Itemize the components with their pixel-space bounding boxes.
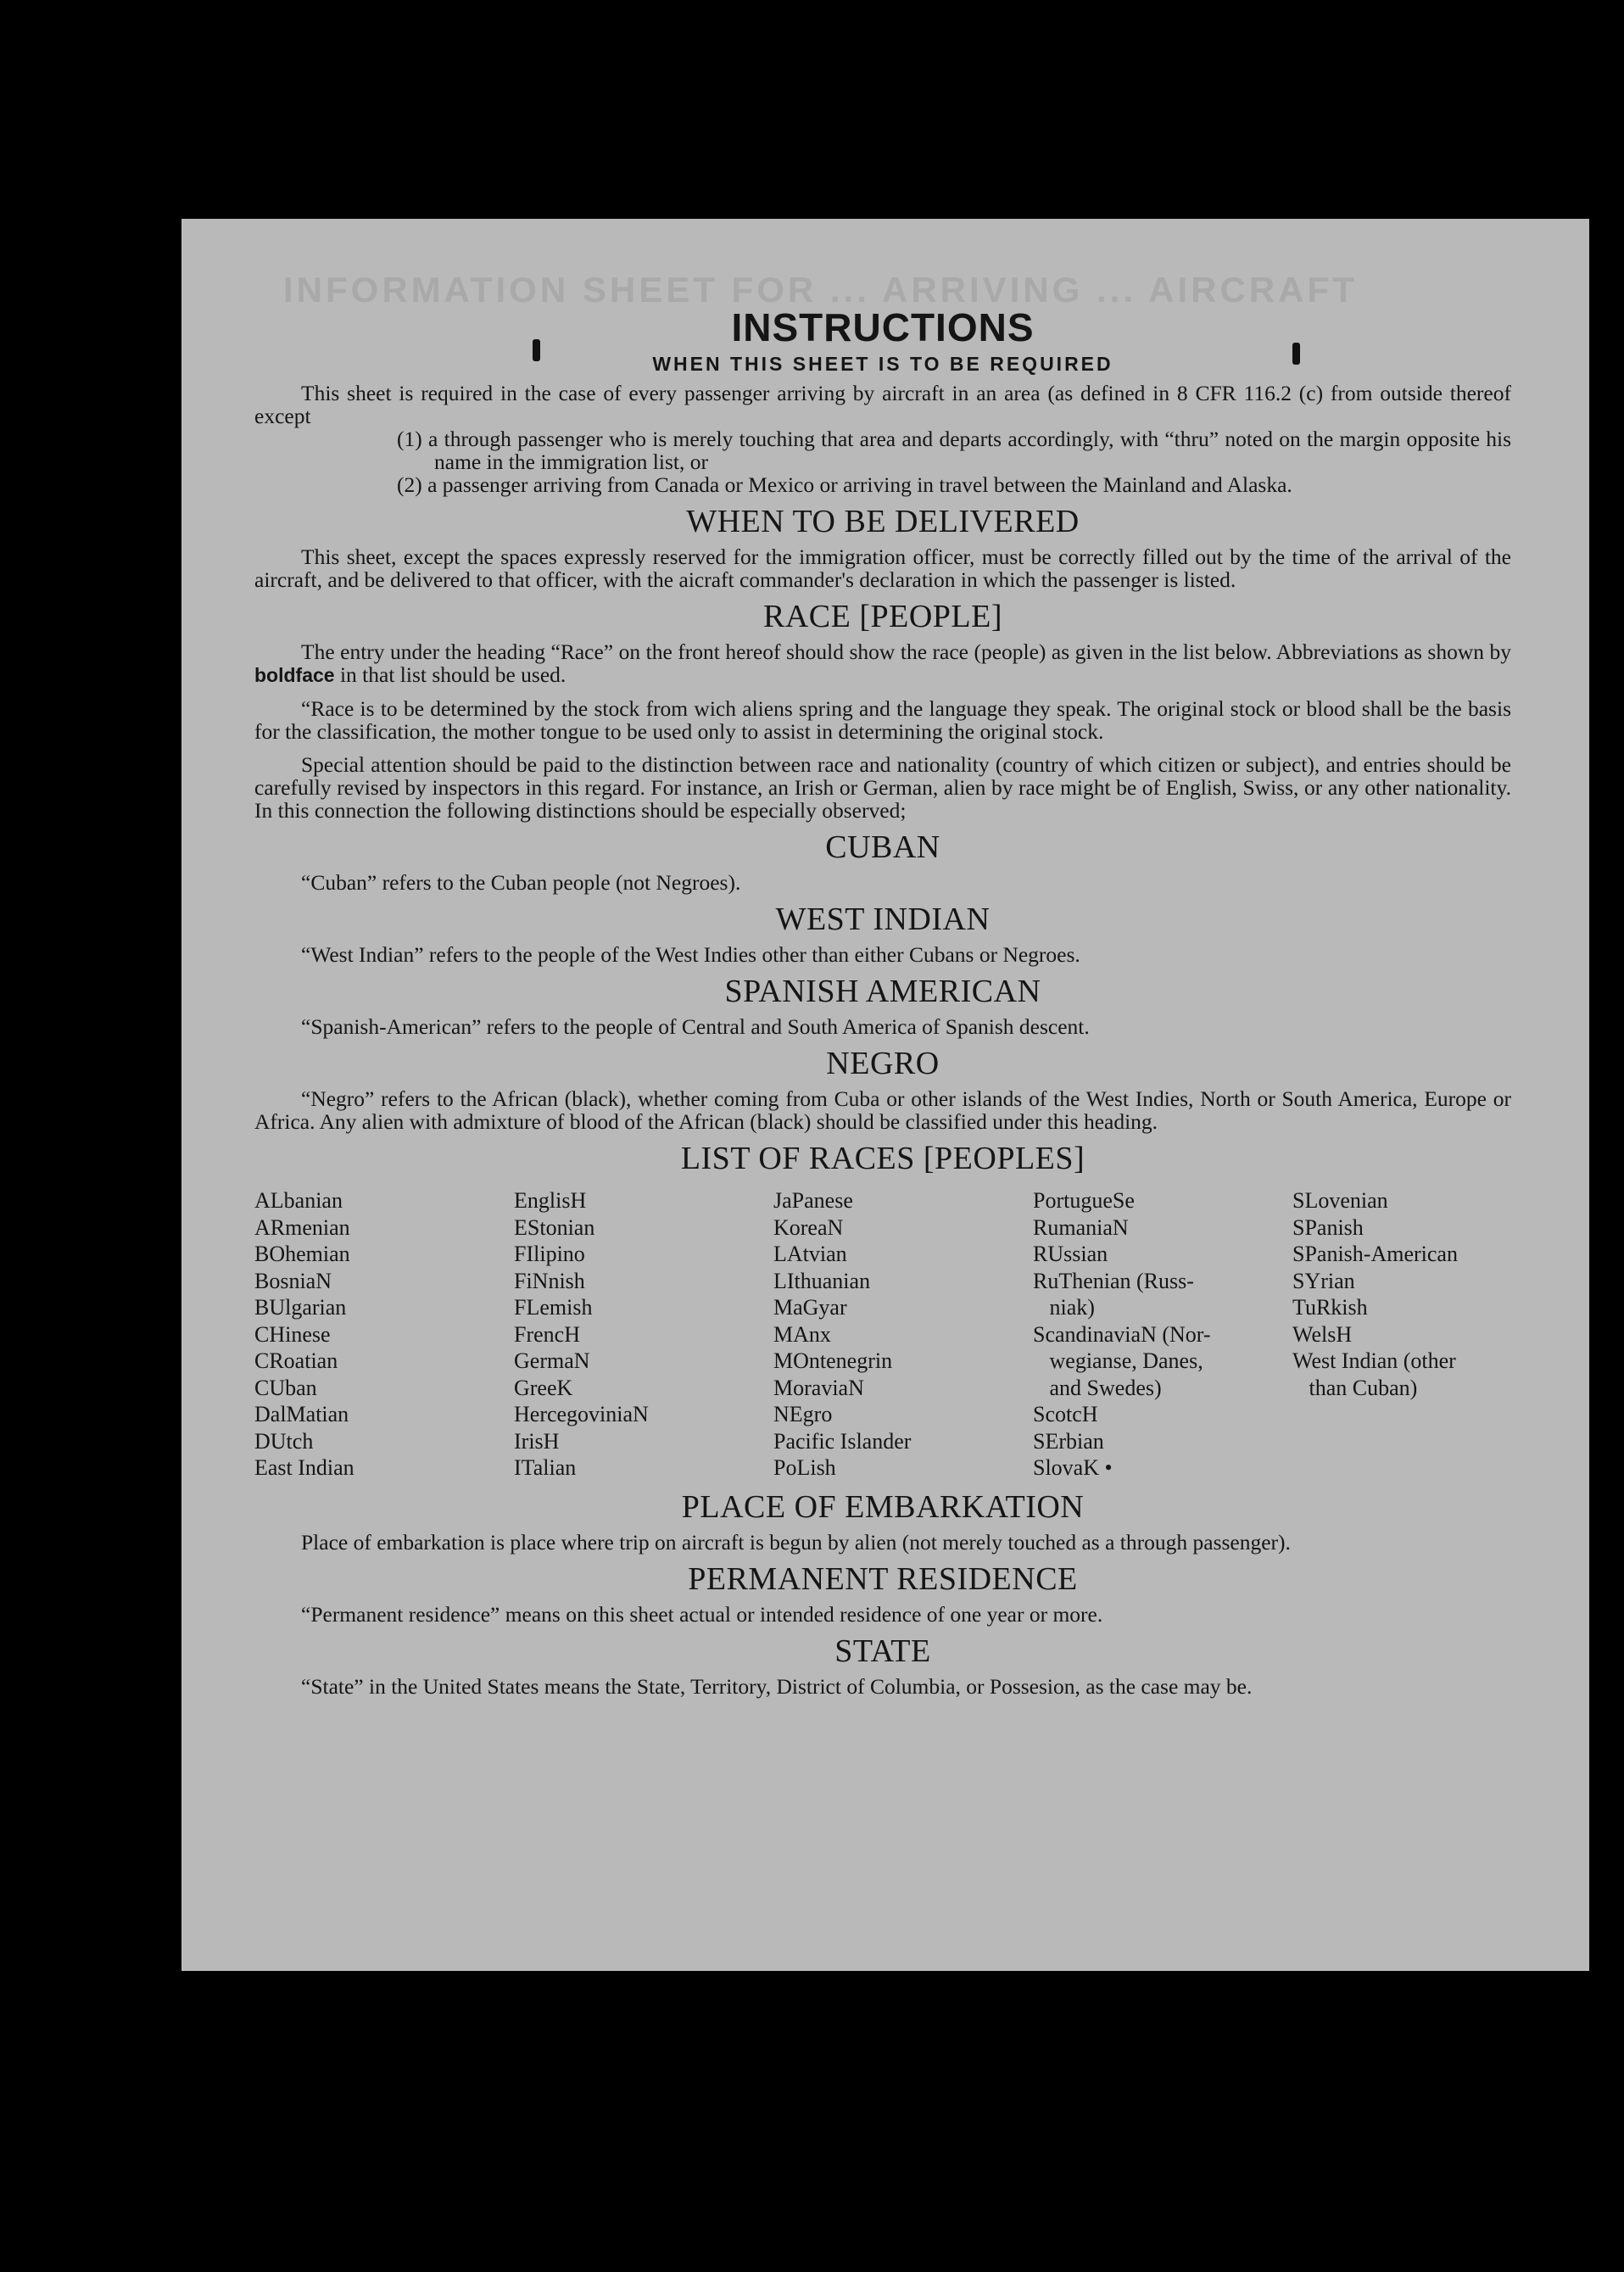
race-item: LIthuanian (773, 1268, 871, 1293)
race-item: CHinese (254, 1321, 331, 1347)
race-item: KoreaN (773, 1214, 844, 1240)
race-item: West Indian (other (1292, 1348, 1456, 1373)
race-item: WelsH (1292, 1321, 1353, 1347)
race-column-4 (1033, 1187, 1292, 1482)
cuban-paragraph: “Cuban” refers to the Cuban people (not Negroes). (301, 870, 741, 895)
race-column-3 (773, 1187, 1033, 1482)
race-item: JaPanese (773, 1188, 853, 1213)
heading-state: STATE (834, 1633, 931, 1669)
punch-mark-left (533, 339, 540, 361)
race-item: PortugueSe (1033, 1188, 1135, 1213)
race-paragraph-2: “Race is to be determined by the stock from wich aliens spring and the language they speak. The original stock or blood shall be the basis for the classification, the mother tongue to be used only to assist in determining the original stock. (254, 696, 1511, 744)
negro-paragraph: “Negro” refers to the African (black), whether coming from Cuba or other islands of the West Indies, North or South America, Europe or Africa. Any alien with admixture of blood of the African (black) should be classified under this heading. (254, 1086, 1511, 1134)
race-item: ScotcH (1033, 1402, 1098, 1426)
race-item: SPanish-American (1292, 1242, 1458, 1266)
race-item: MoraviaN (773, 1375, 864, 1400)
embarkation-paragraph: Place of embarkation is place where trip on aircraft is begun by alien (not merely touched as a through passenger). (301, 1529, 1291, 1555)
delivered-paragraph: This sheet, except the spaces expressly reserved for the immigration officer, must be correctly filled out by the time of the arrival of the aircraft, and be delivered to that officer, with the aicraft commander's declaration in which the passenger is listed. (254, 544, 1511, 592)
race-item: SPanish (1292, 1214, 1364, 1240)
race-item: LAtvian (773, 1242, 847, 1266)
race-paragraph-3: Special attention should be paid to the distinction between race and nationality (country of which citizen or subject), and entries should be carefully revised by inspectors in this regard. For instance, an Irish or German, alien by race might be of English, Swiss, or any other nationality. In this connection the following distinctions should be especially observed; (254, 752, 1511, 823)
bleed-through-text: INFORMATION SHEET FOR ... ARRIVING ... AIRCRAFT (283, 270, 1358, 310)
race-column-5 (1292, 1187, 1511, 1482)
race-item: IrisH (514, 1428, 560, 1454)
heading-cuban: CUBAN (825, 829, 940, 865)
instruction-sheet (181, 219, 1589, 1971)
exception-item-2: (2) a passenger arriving from Canada or Mexico or arriving in travel between the Mainland and Alaska. (397, 472, 1292, 497)
heading-spanish-american: SPANISH AMERICAN (724, 974, 1041, 1009)
residence-paragraph: “Permanent residence” means on this sheet actual or intended residence of one year or more. (301, 1601, 1103, 1627)
race-list (254, 1187, 1511, 1482)
race-item: BOhemian (254, 1242, 350, 1266)
race-item: MOntenegrin (773, 1348, 893, 1373)
race-item: FrencH (514, 1321, 580, 1347)
boldface-word: boldface (254, 664, 335, 686)
state-paragraph: “State” in the United States means the State, Territory, District of Columbia, or Possesion, as the case may be. (301, 1673, 1253, 1699)
race-item: NEgro (773, 1402, 833, 1426)
race-item: SLovenian (1292, 1188, 1388, 1213)
race-item: GreeK (514, 1375, 573, 1400)
heading-place-of-embarkation: PLACE OF EMBARKATION (681, 1488, 1085, 1525)
race-item: TuRkish (1292, 1295, 1368, 1320)
race-item: MAnx (773, 1321, 831, 1347)
race-item: GermaN (514, 1348, 590, 1373)
race-item: wegianse, Danes, (1033, 1348, 1203, 1373)
race-item: CRoatian (254, 1348, 338, 1373)
race-column-1 (254, 1187, 514, 1482)
race-column-2 (514, 1187, 773, 1482)
race-item: PoLish (773, 1455, 836, 1480)
race-item: ScandinaviaN (Nor- (1033, 1321, 1211, 1347)
race-item: niak) (1033, 1295, 1095, 1320)
page-subtitle: WHEN THIS SHEET IS TO BE REQUIRED (652, 353, 1113, 375)
race-item: EStonian (514, 1214, 595, 1240)
heading-west-indian: WEST INDIAN (775, 902, 991, 937)
race-item: FIlipino (514, 1242, 585, 1266)
race-item: ITalian (514, 1455, 577, 1480)
race-item: RuThenian (Russ- (1033, 1268, 1194, 1293)
race-item: than Cuban) (1292, 1375, 1418, 1400)
race-item: CUban (254, 1375, 317, 1400)
race-item: BUlgarian (254, 1295, 347, 1320)
race-item: RUssian (1033, 1242, 1108, 1266)
race-paragraph-1: The entry under the heading “Race” on the front hereof should show the race (people) as given in the list below. Abbreviations as shown by boldface in that list should be used. (254, 639, 1511, 687)
race-item: MaGyar (773, 1295, 847, 1320)
race-item: and Swedes) (1033, 1375, 1162, 1400)
race-item: EnglisH (514, 1188, 587, 1213)
race-item: DUtch (254, 1428, 314, 1454)
race-item: BosniaN (254, 1268, 332, 1293)
race-item: FiNnish (514, 1268, 585, 1293)
race-item: FLemish (514, 1295, 593, 1320)
race-item: SErbian (1033, 1428, 1104, 1454)
race-item: Pacific Islander (773, 1428, 912, 1454)
punch-mark-right (1292, 343, 1300, 365)
west-indian-paragraph: “West Indian” refers to the people of the West Indies other than either Cubans or Negroes. (301, 942, 1080, 967)
heading-negro: NEGRO (826, 1046, 940, 1081)
race-item: East Indian (254, 1455, 354, 1480)
exception-item-1: (1) a through passenger who is merely touching that area and departs accordingly, with “thru” noted on the margin opposite his name in the immigration list, or (397, 427, 1511, 474)
heading-when-delivered: WHEN TO BE DELIVERED (686, 504, 1080, 539)
race-item: HercegoviniaN (514, 1402, 649, 1426)
page-title: INSTRUCTIONS (731, 305, 1035, 349)
intro-paragraph: This sheet is required in the case of every passenger arriving by aircraft in an area (as defined in 8 CFR 116.2 (c) from outside thereof except (254, 381, 1511, 428)
race-item: RumaniaN (1033, 1214, 1129, 1240)
heading-race: RACE [PEOPLE] (763, 599, 1002, 634)
heading-list-of-races: LIST OF RACES [PEOPLES] (680, 1141, 1085, 1176)
race-item: SYrian (1292, 1268, 1355, 1293)
heading-permanent-residence: PERMANENT RESIDENCE (688, 1560, 1078, 1597)
race-item: ALbanian (254, 1188, 343, 1213)
spanish-american-paragraph: “Spanish-American” refers to the people of Central and South America of Spanish descent. (301, 1014, 1090, 1039)
race-item: SlovaK • (1033, 1455, 1113, 1480)
race-item: ARmenian (254, 1214, 350, 1240)
race-item: DalMatian (254, 1402, 349, 1426)
